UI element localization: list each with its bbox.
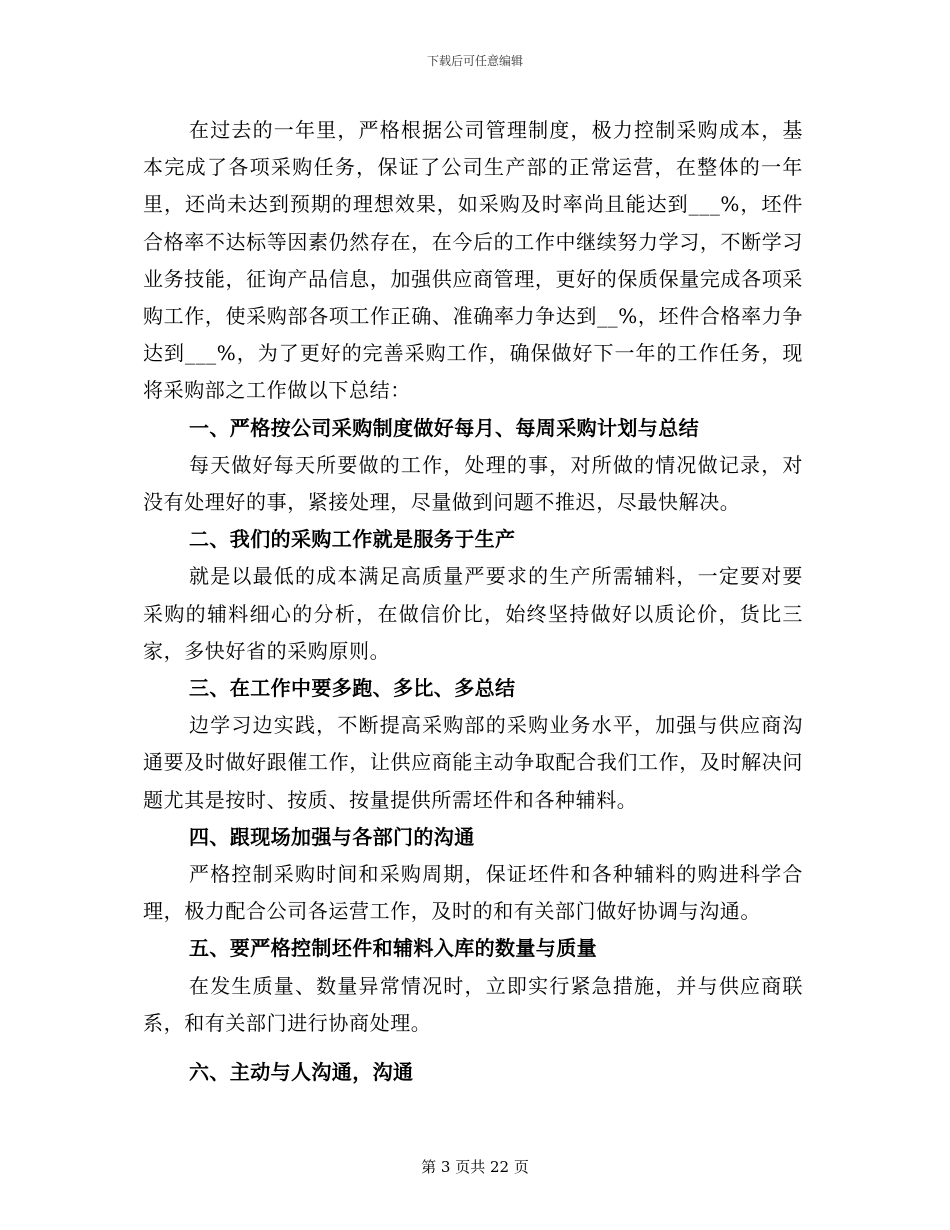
section-heading-6: 六、主动与人沟通，沟通 xyxy=(189,1060,414,1085)
document-body xyxy=(143,112,803,1091)
section-text-5: 在发生质量、数量异常情况时，立即实行紧急措施，并与供应商联系，和有关部门进行协商处理。 xyxy=(143,973,803,1035)
section-heading-3: 三、在工作中要多跑、多比、多总结 xyxy=(189,676,516,701)
section-heading-4: 四、跟现场加强与各部门的沟通 xyxy=(189,824,475,849)
page-number: 第 3 页共 22 页 xyxy=(421,1158,529,1176)
section-text-2: 就是以最低的成本满足高质量严要求的生产所需辅料，一定要对要采购的辅料细心的分析，在做信价比，始终坚持做好以质论价，货比三家，多快好省的采购原则。 xyxy=(143,564,803,663)
section-text-1: 每天做好每天所要做的工作，处理的事，对所做的情况做记录，对没有处理好的事，紧接处理，尽量做到问题不推迟，尽最快解决。 xyxy=(143,452,803,515)
page-header-note: 下载后可任意编辑 xyxy=(426,54,523,68)
section-heading-5: 五、要严格控制坯件和辅料入库的数量与质量 xyxy=(189,936,597,961)
section-heading-1: 一、严格按公司采购制度做好每月、每周采购计划与总结 xyxy=(189,415,699,440)
intro-paragraph: 在过去的一年里，严格根据公司管理制度，极力控制采购成本，基本完成了各项采购任务，保证了公司生产部的正常运营，在整体的一年里，还尚未达到预期的理想效果，如采购及时率尚且能达到___%，坯件合格率不达标等因素仍然存在，在今后的工作中继续努力学习，不断学习业务技能，征询产品信息，加强供应商管理，更好的保质保量完成各项采购工作，使采购部各项工作正确、准确率力争达到__%，坯件合格率力争达到___%，为了更好的完善采购工作，确保做好下一年的工作任务，现将采购部之工作做以下总结： xyxy=(143,118,803,403)
section-text-3: 边学习边实践，不断提高采购部的采购业务水平，加强与供应商沟通要及时做好跟催工作，让供应商能主动争取配合我们工作，及时解决问题尤其是按时、按质、按量提供所需坯件和各种辅料。 xyxy=(143,713,803,812)
section-text-4: 严格控制采购时间和采购周期，保证坯件和各种辅料的购进科学合理，极力配合公司各运营工作，及时的和有关部门做好协调与沟通。 xyxy=(143,862,803,924)
section-heading-2: 二、我们的采购工作就是服务于生产 xyxy=(189,527,516,552)
